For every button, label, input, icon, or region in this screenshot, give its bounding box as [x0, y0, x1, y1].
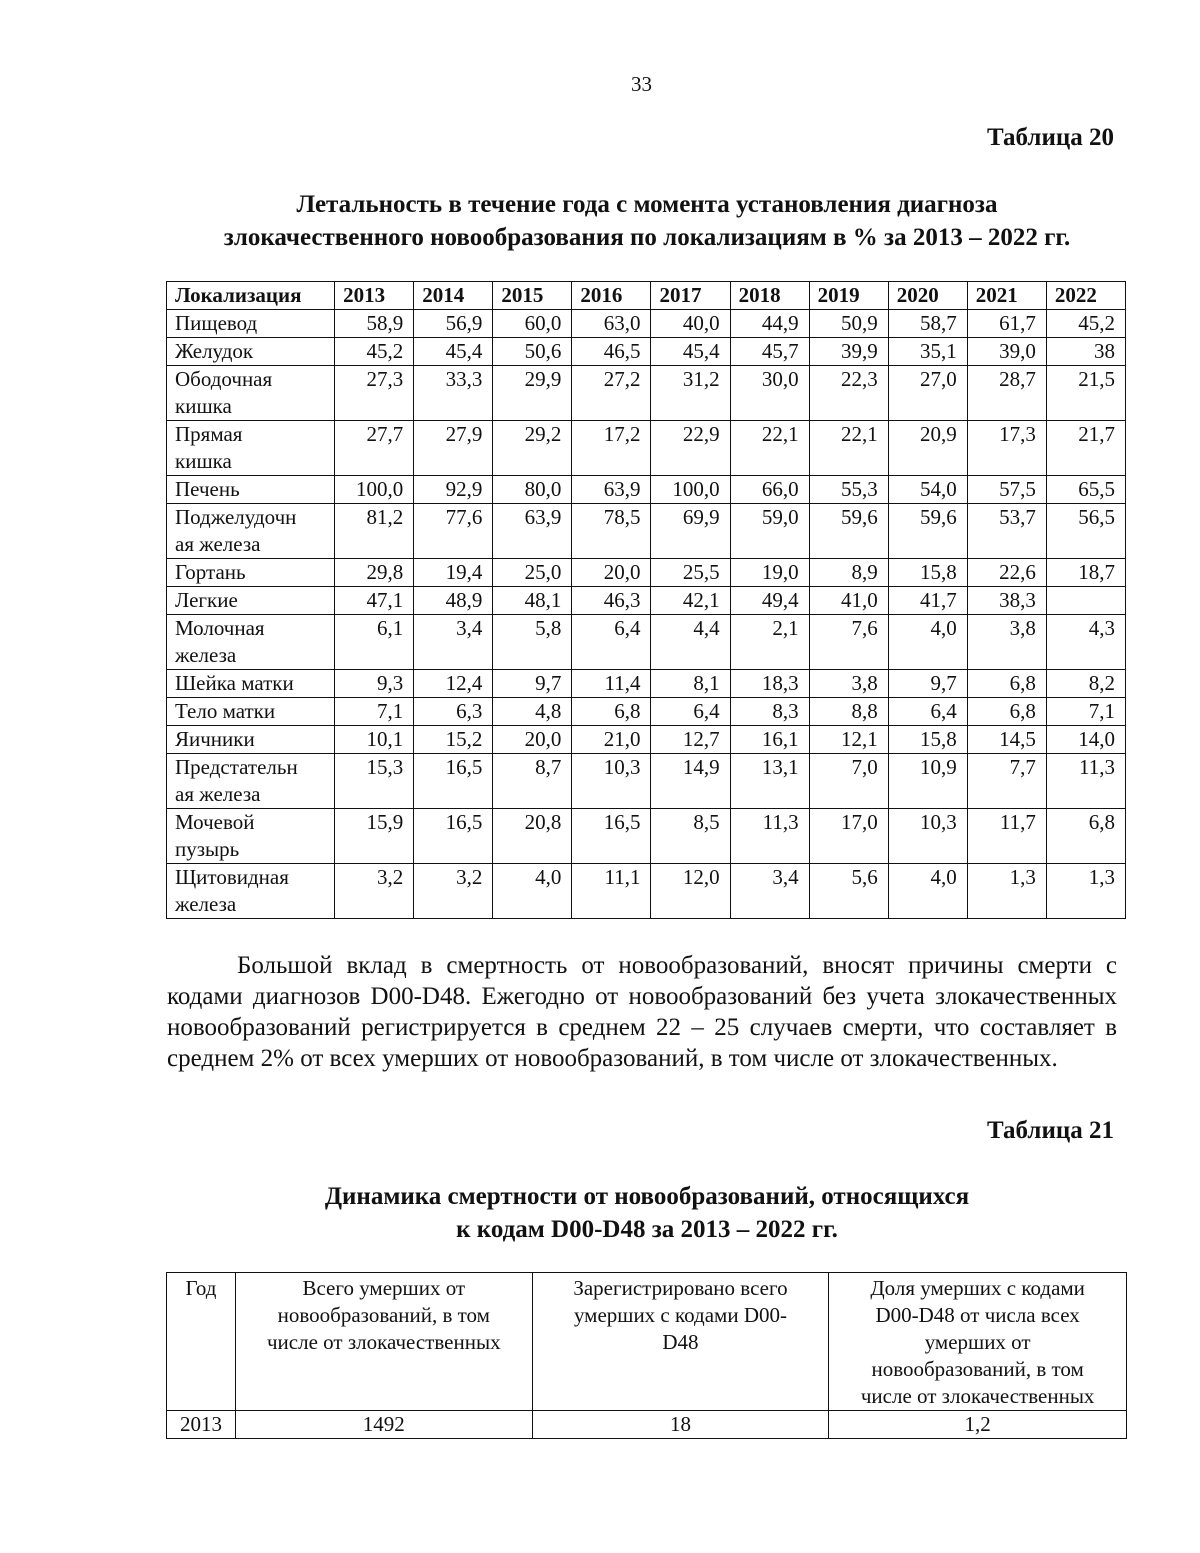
localization-cell [167, 726, 335, 754]
localization-name: Печень [175, 477, 240, 501]
mortality-d00-d48-table [166, 1272, 1127, 1439]
localization-name: Шейка матки [175, 671, 294, 695]
value-cell: 56,9 [414, 310, 493, 338]
value-cell: 41,7 [888, 587, 967, 615]
value-cell: 20,0 [572, 559, 651, 587]
localization-name: ая железа [175, 782, 261, 806]
value-cell: 3,2 [414, 864, 493, 919]
localization-cell [167, 310, 335, 338]
table-20-label: Таблица 20 [986, 124, 1114, 151]
body-paragraph: Большой вклад в смертность от новообразований, вносят причины смерти с кодами диагнозов D00-D48. Ежегодно от новообразований без учета злокачественных новообразований регистрируется в среднем 22 – 25 случаев смерти, что составляет в среднем 2% от всех умерших от новообразований, в том числе от злокачественных. [167, 952, 1117, 1072]
column-header [167, 1273, 236, 1411]
table-header-row [167, 1273, 1127, 1411]
value-cell: 29,9 [493, 366, 572, 421]
table-row [167, 670, 1126, 698]
value-cell: 31,2 [651, 366, 730, 421]
value-cell: 12,0 [651, 864, 730, 919]
value-cell: 8,2 [1046, 670, 1125, 698]
value-cell: 10,3 [888, 809, 967, 864]
value-cell: 18 [532, 1411, 829, 1439]
table-row [167, 809, 1126, 864]
localization-cell [167, 366, 335, 421]
localization-cell [167, 476, 335, 504]
localization-cell [167, 698, 335, 726]
column-header-year: 2017 [651, 282, 730, 310]
value-cell: 4,3 [1046, 615, 1125, 670]
value-cell: 5,8 [493, 615, 572, 670]
value-cell: 6,4 [651, 698, 730, 726]
value-cell: 58,7 [888, 310, 967, 338]
localization-name: Тело матки [175, 699, 276, 723]
table-row [167, 615, 1126, 670]
column-header-year: 2022 [1046, 282, 1125, 310]
value-cell: 45,4 [651, 338, 730, 366]
table-20-title-line: Летальность в течение года с момента установления диагноза [296, 191, 998, 218]
value-cell: 49,4 [730, 587, 809, 615]
value-cell: 10,3 [572, 754, 651, 809]
value-cell: 20,9 [888, 421, 967, 476]
table-row [167, 310, 1126, 338]
value-cell: 63,0 [572, 310, 651, 338]
value-cell: 46,5 [572, 338, 651, 366]
value-cell: 58,9 [335, 310, 414, 338]
table-21-title [167, 1180, 1127, 1246]
value-cell: 42,1 [651, 587, 730, 615]
localization-name: кишка [175, 449, 232, 473]
value-cell: 78,5 [572, 504, 651, 559]
value-cell: 4,0 [888, 864, 967, 919]
value-cell: 12,1 [809, 726, 888, 754]
value-cell: 11,1 [572, 864, 651, 919]
column-header [235, 1273, 532, 1411]
value-cell: 13,1 [730, 754, 809, 809]
value-cell: 48,1 [493, 587, 572, 615]
value-cell: 4,8 [493, 698, 572, 726]
value-cell: 7,0 [809, 754, 888, 809]
value-cell: 21,7 [1046, 421, 1125, 476]
table-row [167, 587, 1126, 615]
page-number: 33 [631, 72, 652, 96]
value-cell: 63,9 [572, 476, 651, 504]
value-cell: 80,0 [493, 476, 572, 504]
table-21-title-line: Динамика смертности от новообразований, относящихся [324, 1183, 970, 1210]
value-cell: 4,4 [651, 615, 730, 670]
value-cell: 9,3 [335, 670, 414, 698]
localization-cell [167, 809, 335, 864]
value-cell: 40,0 [651, 310, 730, 338]
value-cell: 6,3 [414, 698, 493, 726]
value-cell: 27,0 [888, 366, 967, 421]
value-cell: 11,3 [730, 809, 809, 864]
table-row [167, 338, 1126, 366]
value-cell: 7,1 [335, 698, 414, 726]
value-cell: 8,5 [651, 809, 730, 864]
value-cell: 16,1 [730, 726, 809, 754]
value-cell: 14,9 [651, 754, 730, 809]
value-cell: 1,3 [1046, 864, 1125, 919]
value-cell: 19,4 [414, 559, 493, 587]
value-cell: 10,1 [335, 726, 414, 754]
value-cell: 27,9 [414, 421, 493, 476]
value-cell: 92,9 [414, 476, 493, 504]
value-cell: 4,0 [493, 864, 572, 919]
localization-name: Молочная [175, 616, 265, 640]
value-cell: 6,8 [572, 698, 651, 726]
value-cell: 16,5 [414, 809, 493, 864]
value-cell: 44,9 [730, 310, 809, 338]
value-cell: 1,3 [967, 864, 1046, 919]
value-cell: 3,4 [414, 615, 493, 670]
value-cell: 3,8 [967, 615, 1046, 670]
value-cell: 29,2 [493, 421, 572, 476]
column-header-line: числе от злокачественных [267, 1330, 501, 1354]
value-cell: 15,3 [335, 754, 414, 809]
localization-cell [167, 587, 335, 615]
table-21-label: Таблица 21 [986, 1117, 1114, 1144]
value-cell: 53,7 [967, 504, 1046, 559]
value-cell: 50,6 [493, 338, 572, 366]
table-row [167, 754, 1126, 809]
value-cell: 59,6 [809, 504, 888, 559]
value-cell: 21,0 [572, 726, 651, 754]
localization-cell [167, 864, 335, 919]
value-cell: 27,3 [335, 366, 414, 421]
value-cell: 1,2 [829, 1411, 1127, 1439]
value-cell: 45,7 [730, 338, 809, 366]
value-cell: 28,7 [967, 366, 1046, 421]
table-row [167, 698, 1126, 726]
value-cell: 55,3 [809, 476, 888, 504]
localization-name: Мочевой [175, 810, 255, 834]
value-cell: 6,4 [888, 698, 967, 726]
column-header-year: 2021 [967, 282, 1046, 310]
value-cell: 6,8 [1046, 809, 1125, 864]
value-cell: 81,2 [335, 504, 414, 559]
value-cell: 18,3 [730, 670, 809, 698]
value-cell: 56,5 [1046, 504, 1125, 559]
localization-name: Ободочная [175, 367, 273, 391]
localization-cell [167, 754, 335, 809]
value-cell: 39,9 [809, 338, 888, 366]
value-cell: 7,6 [809, 615, 888, 670]
column-header-line: новообразований, в том [871, 1357, 1084, 1381]
value-cell: 45,4 [414, 338, 493, 366]
table-row [167, 504, 1126, 559]
value-cell: 20,0 [493, 726, 572, 754]
value-cell: 66,0 [730, 476, 809, 504]
value-cell: 100,0 [651, 476, 730, 504]
value-cell: 33,3 [414, 366, 493, 421]
value-cell: 17,3 [967, 421, 1046, 476]
localization-name: пузырь [175, 837, 240, 861]
column-header-line: числе от злокачественных [860, 1384, 1095, 1408]
value-cell: 65,5 [1046, 476, 1125, 504]
value-cell: 25,5 [651, 559, 730, 587]
value-cell: 6,1 [335, 615, 414, 670]
value-cell: 27,2 [572, 366, 651, 421]
value-cell: 12,7 [651, 726, 730, 754]
value-cell: 45,2 [1046, 310, 1125, 338]
localization-cell [167, 504, 335, 559]
localization-cell [167, 559, 335, 587]
localization-cell [167, 670, 335, 698]
value-cell: 17,0 [809, 809, 888, 864]
value-cell: 63,9 [493, 504, 572, 559]
value-cell: 6,4 [572, 615, 651, 670]
table-20-title-line: злокачественного новообразования по локализациям в % за 2013 – 2022 гг. [223, 224, 1071, 251]
value-cell: 12,4 [414, 670, 493, 698]
value-cell: 11,3 [1046, 754, 1125, 809]
value-cell: 3,4 [730, 864, 809, 919]
column-header-year: 2019 [809, 282, 888, 310]
value-cell: 3,8 [809, 670, 888, 698]
value-cell: 2,1 [730, 615, 809, 670]
column-header-line: умерших от [924, 1330, 1031, 1354]
localization-name: Желудок [175, 339, 254, 363]
value-cell: 8,9 [809, 559, 888, 587]
table-row [167, 366, 1126, 421]
value-cell: 10,9 [888, 754, 967, 809]
value-cell: 100,0 [335, 476, 414, 504]
value-cell: 15,8 [888, 726, 967, 754]
value-cell: 3,2 [335, 864, 414, 919]
value-cell: 5,6 [809, 864, 888, 919]
value-cell: 15,9 [335, 809, 414, 864]
column-header-localization: Локализация [167, 282, 335, 310]
value-cell: 2013 [167, 1411, 236, 1439]
value-cell: 11,4 [572, 670, 651, 698]
value-cell: 11,7 [967, 809, 1046, 864]
localization-name: Гортань [175, 560, 246, 584]
value-cell: 15,2 [414, 726, 493, 754]
value-cell: 29,8 [335, 559, 414, 587]
value-cell: 47,1 [335, 587, 414, 615]
column-header-line: Доля умерших с кодами [870, 1276, 1085, 1300]
column-header-line: D00-D48 от числа всех [875, 1303, 1080, 1327]
column-header-line: Год [185, 1276, 217, 1300]
column-header-line: Всего умерших от [302, 1276, 466, 1300]
localization-name: ая железа [175, 532, 261, 556]
localization-cell [167, 615, 335, 670]
value-cell: 8,1 [651, 670, 730, 698]
value-cell: 22,3 [809, 366, 888, 421]
table-row [167, 421, 1126, 476]
column-header-line: новообразований, в том [277, 1303, 490, 1327]
table-21-title-line: к кодам D00-D48 за 2013 – 2022 гг. [456, 1216, 838, 1243]
localization-cell [167, 421, 335, 476]
value-cell: 57,5 [967, 476, 1046, 504]
value-cell: 35,1 [888, 338, 967, 366]
value-cell: 38 [1046, 338, 1125, 366]
value-cell: 54,0 [888, 476, 967, 504]
localization-name: Предстательн [175, 755, 298, 779]
value-cell: 30,0 [730, 366, 809, 421]
value-cell: 22,1 [809, 421, 888, 476]
value-cell: 14,5 [967, 726, 1046, 754]
localization-name: Легкие [175, 588, 238, 612]
column-header-line: умерших с кодами D00- [573, 1303, 787, 1327]
localization-name: Щитовидная [175, 865, 289, 889]
localization-name: Яичники [175, 727, 255, 751]
localization-name: кишка [175, 394, 232, 418]
value-cell: 41,0 [809, 587, 888, 615]
value-cell: 46,3 [572, 587, 651, 615]
value-cell: 8,3 [730, 698, 809, 726]
value-cell: 59,6 [888, 504, 967, 559]
value-cell: 27,7 [335, 421, 414, 476]
value-cell: 21,5 [1046, 366, 1125, 421]
table-row [167, 1411, 1127, 1439]
table-row [167, 559, 1126, 587]
value-cell: 19,0 [730, 559, 809, 587]
column-header-line: D48 [662, 1330, 699, 1354]
value-cell: 6,8 [967, 698, 1046, 726]
localization-name: железа [175, 892, 237, 916]
column-header-year: 2020 [888, 282, 967, 310]
value-cell: 15,8 [888, 559, 967, 587]
table-20-title [167, 188, 1127, 254]
column-header-year: 2018 [730, 282, 809, 310]
value-cell: 16,5 [414, 754, 493, 809]
column-header [532, 1273, 829, 1411]
column-header-year: 2016 [572, 282, 651, 310]
value-cell: 6,8 [967, 670, 1046, 698]
value-cell: 69,9 [651, 504, 730, 559]
column-header-year: 2013 [335, 282, 414, 310]
value-cell: 22,6 [967, 559, 1046, 587]
value-cell [1046, 587, 1125, 615]
localization-name: железа [175, 643, 237, 667]
value-cell: 17,2 [572, 421, 651, 476]
value-cell: 38,3 [967, 587, 1046, 615]
table-row [167, 476, 1126, 504]
value-cell: 50,9 [809, 310, 888, 338]
localization-name: Пищевод [175, 311, 258, 335]
column-header [829, 1273, 1127, 1411]
column-header-year: 2014 [414, 282, 493, 310]
value-cell: 8,7 [493, 754, 572, 809]
value-cell: 48,9 [414, 587, 493, 615]
value-cell: 61,7 [967, 310, 1046, 338]
value-cell: 9,7 [493, 670, 572, 698]
value-cell: 45,2 [335, 338, 414, 366]
value-cell: 22,9 [651, 421, 730, 476]
localization-cell [167, 338, 335, 366]
value-cell: 20,8 [493, 809, 572, 864]
value-cell: 1492 [235, 1411, 532, 1439]
table-header-row [167, 282, 1126, 310]
value-cell: 9,7 [888, 670, 967, 698]
lethality-table [166, 281, 1126, 919]
value-cell: 18,7 [1046, 559, 1125, 587]
table-row [167, 864, 1126, 919]
value-cell: 16,5 [572, 809, 651, 864]
value-cell: 14,0 [1046, 726, 1125, 754]
column-header-line: Зарегистрировано всего [573, 1276, 788, 1300]
value-cell: 8,8 [809, 698, 888, 726]
localization-name: Прямая [175, 422, 243, 446]
value-cell: 7,1 [1046, 698, 1125, 726]
localization-name: Поджелудочн [175, 505, 297, 529]
value-cell: 59,0 [730, 504, 809, 559]
value-cell: 7,7 [967, 754, 1046, 809]
value-cell: 22,1 [730, 421, 809, 476]
value-cell: 4,0 [888, 615, 967, 670]
value-cell: 39,0 [967, 338, 1046, 366]
value-cell: 77,6 [414, 504, 493, 559]
value-cell: 60,0 [493, 310, 572, 338]
value-cell: 25,0 [493, 559, 572, 587]
column-header-year: 2015 [493, 282, 572, 310]
table-row [167, 726, 1126, 754]
